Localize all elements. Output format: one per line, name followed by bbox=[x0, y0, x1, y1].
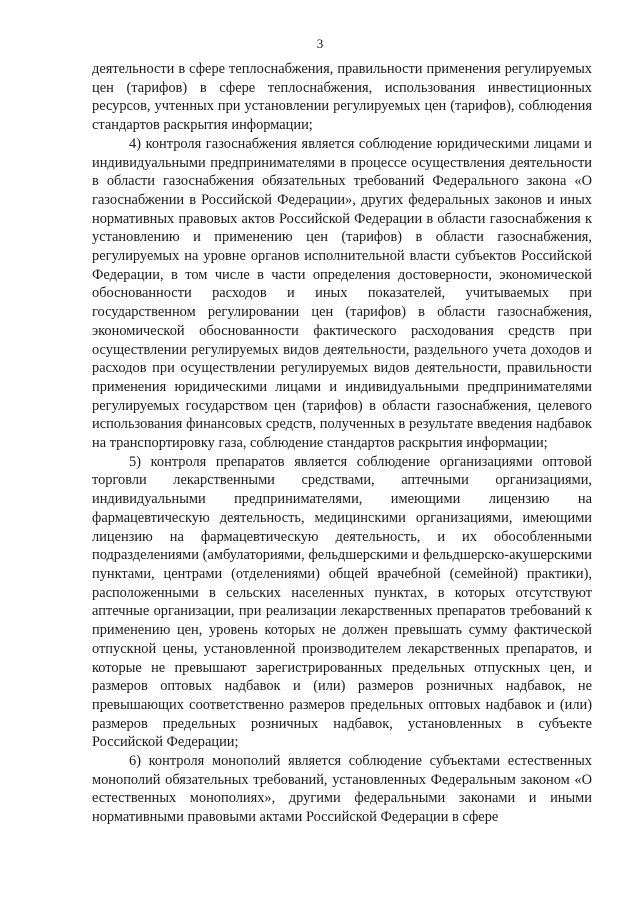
paragraph-drug-control: 5) контроля препаратов является соблюдение организациями оптовой торговли лекарственными средствами, аптечными организациями, индивидуальными предпринимателями, имеющими лицензию на фармацевтическую деятельность, медицинскими организациями, имеющими лицензию на фармацевтическую деятельность, и их обособленными подразделениями (амбулаториями, фельдшерскими и фельдшерско-акушерскими пунктами, центрами (отделениями) общей врачебной (семейной) практики), расположенными в сельских населенных пунктах, в которых отсутствуют аптечные организации, при реализации лекарственных препаратов требований к применению цен, уровень которых не должен превышать сумму фактической отпускной цены, установленной производителем лекарственных препаратов, и которые не превышают зарегистрированных предельных отпускных цен, и размеров оптовых надбавок и (или) размеров розничных надбавок, не превышающих соответственно размеров предельных оптовых надбавок и (или) размеров предельных розничных надбавок, установленных в субъекте Российской Федерации; bbox=[92, 453, 592, 751]
paragraph-continuation: деятельности в сфере теплоснабжения, правильности применения регулируемых цен (тарифов) в сфере теплоснабжения, использования инвестиционных ресурсов, учтенных при установлении регулируемых цен (тарифов), соблюдения стандартов раскрытия информации; bbox=[92, 61, 592, 134]
paragraph-monopoly-control: 6) контроля монополий является соблюдение субъектами естественных монополий обязательных требований, установленных Федеральным законом «О естественных монополиях», другими федеральными законами и иными нормативными правовыми актами Российской Федерации в сфере bbox=[92, 753, 592, 826]
page-number: 3 bbox=[316, 36, 324, 51]
paragraph-gas-supply-control: 4) контроля газоснабжения является соблюдение юридическими лицами и индивидуальными предпринимателями в процессе осуществления деятельности в области газоснабжения обязательных требований Федерального закона «О газоснабжении в Российской Федерации», других федеральных законов и иных нормативных правовых актов Российской Федерации в области газоснабжения к установлению и применению цен (тарифов) в области газоснабжения, регулируемых на уровне органов исполнительной власти субъектов Российской Федерации, в том числе в части определения достоверности, экономической обоснованности расходов и иных показателей, учитываемых при государственном регулировании цен (тарифов) в области газоснабжения, экономической обоснованности фактического расходования средств при осуществлении регулируемых видов деятельности, раздельного учета доходов и расходов при осуществлении регулируемых видов деятельности, правильности применения юридическими лицами и индивидуальными предпринимателями регулируемых государством цен (тарифов) в области газоснабжения, целевого использования финансовых средств, полученных в результате введения надбавок на транспортировку газа, соблюдение стандартов раскрытия информации; bbox=[92, 135, 592, 452]
document-body bbox=[92, 60, 592, 827]
